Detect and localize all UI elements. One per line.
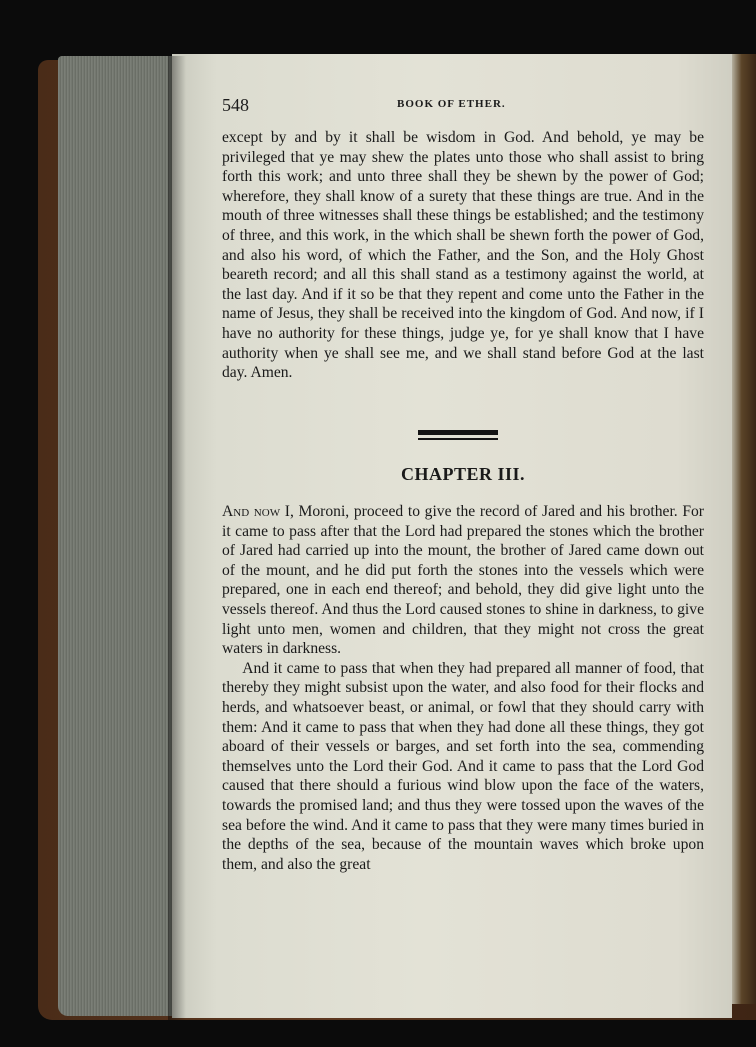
divider-thin-line <box>418 438 498 440</box>
binding-edge <box>732 54 756 1004</box>
spine-shadow <box>168 56 186 1020</box>
paragraph-text: I, Moroni, proceed to give the record of Jared and his brother. For it came to pass after that the Lord had prepared the stones which the brother of Jared had carried up into the mount, the brother of Jared came down out of the mount, and he did put forth the stones into the vessels which were prepared, one in each end thereof; and behold, they did give light unto the vessels thereof. And thus the Lord caused stones to shine in darkness, to give light unto men, women and children, that they might not cross the great waters in darkness. <box>222 503 704 658</box>
page-header <box>222 95 702 117</box>
running-head: BOOK OF ETHER. <box>397 98 506 110</box>
chapter-text <box>222 502 704 874</box>
section-divider <box>418 430 498 442</box>
opening-words: And now <box>222 503 281 520</box>
paragraph-text: except by and by it shall be wisdom in God. And behold, ye may be privileged that ye may shew the plates unto those who shall assist to bring forth this work; and unto three shall they be shewn by the power of God; wherefore, they shall know of a surety that these things are true. And in the mouth of three witnesses shall these things be established; and the testimony of three, and this work, in the which shall be shewn forth the power of God, and also his word, of which the Father, and the Son, and the Holy Ghost beareth record; and all this shall stand as a testimony against the world, at the last day. And if it so be that they repent and come unto the Father in the name of Jesus, they shall be received into the kingdom of God. And now, if I have no authority for these things, judge ye, for ye shall know that I have authority when ye shall see me, and we shall stand before God at the last day. Amen. <box>222 129 704 382</box>
divider-thick-line <box>418 430 498 435</box>
chapter-paragraph-1 <box>222 502 704 659</box>
chapter-paragraph-2: And it came to pass that when they had prepared all manner of food, that thereby they might subsist upon the water, and also food for their flocks and herds, and whatsoever beast, or animal, or fowl that they should carry with them: And it came to pass that when they had done all these things, they got aboard of their vessels or barges, and set forth into the sea, commending themselves unto the Lord their God. And it came to pass that the Lord God caused that there should a furious wind blow upon the face of the waters, towards the promised land; and thus they were tossed upon the waves of the sea before the wind. And it came to pass that they were many times buried in the depths of the sea, because of the mountain waves which broke upon them, and also the great <box>222 659 704 873</box>
continued-paragraph <box>222 128 704 383</box>
page-number: 548 <box>222 95 249 115</box>
chapter-heading: CHAPTER III. <box>400 464 526 484</box>
